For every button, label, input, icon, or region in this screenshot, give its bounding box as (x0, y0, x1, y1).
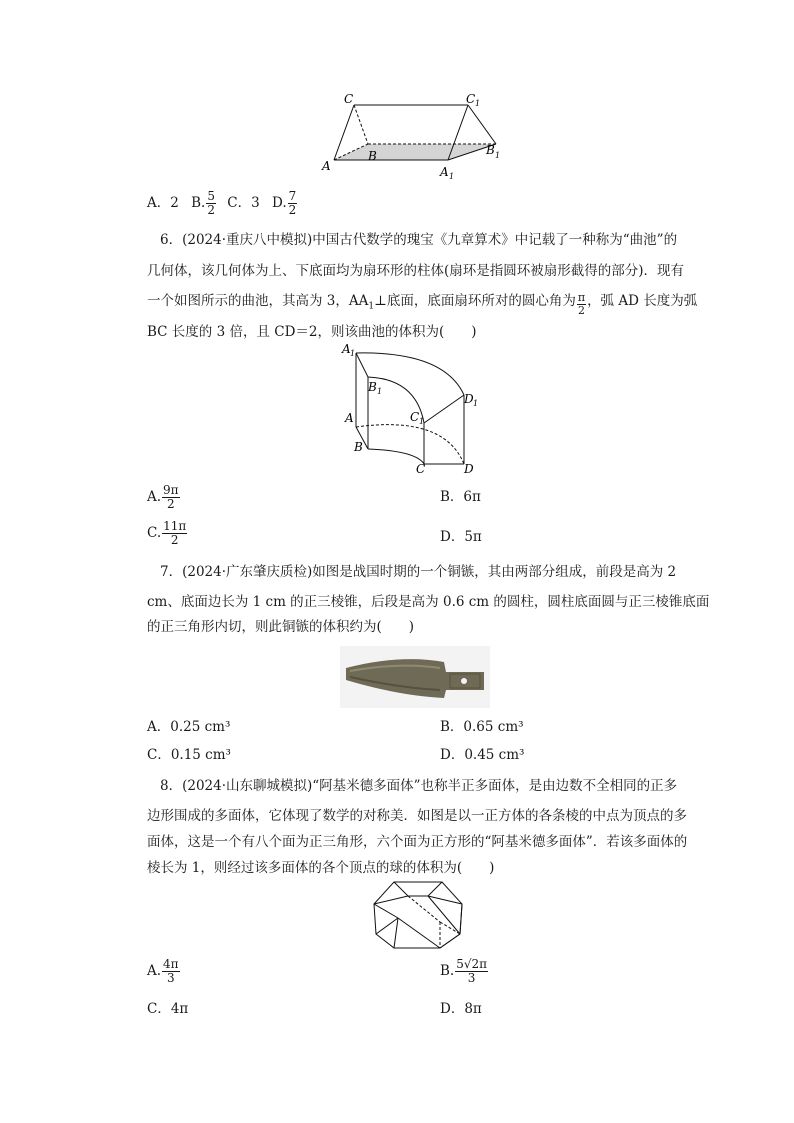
curved-pool-figure (340, 343, 480, 475)
q6-line-4: BC 长度的 3 倍，且 CD＝2，则该曲池的体积为( ) (147, 324, 477, 340)
q7-option-b[interactable]: B．0.65 cm³ (440, 719, 524, 735)
q7-option-a[interactable]: A．0.25 cm³ (147, 719, 231, 735)
q5-option-a[interactable]: A．2 (147, 195, 179, 211)
q7-line-1: 7．(2024·广东肇庆质检)如图是战国时期的一个铜镞，其由两部分组成，前段是高为 2 (160, 564, 677, 580)
label-A1: A (342, 343, 351, 356)
label-C: C (344, 92, 354, 106)
q5-option-b[interactable]: B. $\frac{5}{2}$ (191, 189, 215, 217)
label-B: B (354, 440, 363, 454)
label-A: A (345, 411, 354, 425)
q8-line-3: 面体，这是一个有八个面为正三角形，六个面为正方形的“阿基米德多面体”．若该多面体的 (147, 834, 688, 850)
label-A1: A (440, 165, 449, 179)
label-C: C (416, 462, 426, 475)
q5-option-c[interactable]: C．3 (227, 195, 260, 211)
label-C1-sub: 1 (419, 417, 425, 426)
q7-option-d[interactable]: D．0.45 cm³ (440, 747, 525, 763)
label-B1-sub: 1 (377, 387, 383, 396)
label-C1: C (466, 92, 476, 106)
label-B1: B (368, 380, 377, 394)
q6-option-b[interactable]: B．6π (440, 489, 481, 505)
q6-option-c[interactable]: C. $\frac{11\pi}{2}$ (147, 519, 187, 547)
label-C1-sub: 1 (475, 99, 481, 108)
q8-option-b[interactable]: B. $\frac{5√2\pi}{3}$ (440, 957, 488, 985)
label-A: A (322, 159, 331, 173)
q7-line-3: 的正三角形内切，则此铜镞的体积约为( ) (147, 619, 415, 635)
q8-line-2: 边形围成的多面体，它体现了数学的对称美．如图是以一正方体的各条棱的中点为顶点的多 (147, 808, 687, 824)
label-D1-sub: 1 (473, 399, 479, 408)
label-B: B (368, 149, 377, 163)
label-B1-sub: 1 (495, 151, 501, 160)
q7-line-2: cm、底面边长为 1 cm 的正三棱锥，后段是高为 0.6 cm 的圆柱，圆柱底面圆与正三棱锥底面 (147, 594, 710, 610)
prism-figure (318, 92, 508, 182)
q6-line-3: 一个如图所示的曲池，其高为 3，$AA_1\perp$底面，底面扇环所对的圆心角为 $\frac{\pi}{2}$ ，弧 AD 长度为弧 (147, 291, 698, 317)
label-A1-sub: 1 (449, 172, 455, 181)
q6-option-d[interactable]: D．5π (440, 529, 482, 545)
q8-option-a[interactable]: A. $\frac{4\pi}{3}$ (147, 957, 179, 985)
q6-option-a[interactable]: A. $\frac{9\pi}{2}$ (147, 483, 179, 511)
q6-line-1: 6．(2024·重庆八中模拟)中国古代数学的瑰宝《九章算术》中记载了一种称为“曲池”的 (160, 232, 678, 248)
q7-option-c[interactable]: C．0.15 cm³ (147, 747, 231, 763)
q8-line-4: 棱长为 1，则经过该多面体的各个顶点的球的体积为( ) (147, 860, 495, 876)
cuboctahedron-figure (368, 878, 468, 950)
q5-option-d[interactable]: D. $\frac{7}{2}$ (272, 189, 297, 217)
label-A1-sub: 1 (350, 349, 356, 358)
q8-option-d[interactable]: D．8π (440, 1001, 482, 1017)
label-D: D (464, 462, 474, 475)
q8-option-c[interactable]: C．4π (147, 1001, 189, 1017)
q8-line-1: 8．(2024·山东聊城模拟)“阿基米德多面体”也称半正多面体，是由边数不全相同的正多 (160, 778, 678, 794)
label-D1: D (464, 392, 474, 406)
q5-options (147, 190, 298, 217)
q6-line-2: 几何体，该几何体为上、下底面均为扇环形的柱体(扇环是指圆环被扇形截得的部分)．现有 (147, 263, 685, 279)
label-B1: B (486, 143, 495, 157)
label-C1: C (410, 410, 420, 424)
arrowhead-figure (340, 646, 490, 708)
